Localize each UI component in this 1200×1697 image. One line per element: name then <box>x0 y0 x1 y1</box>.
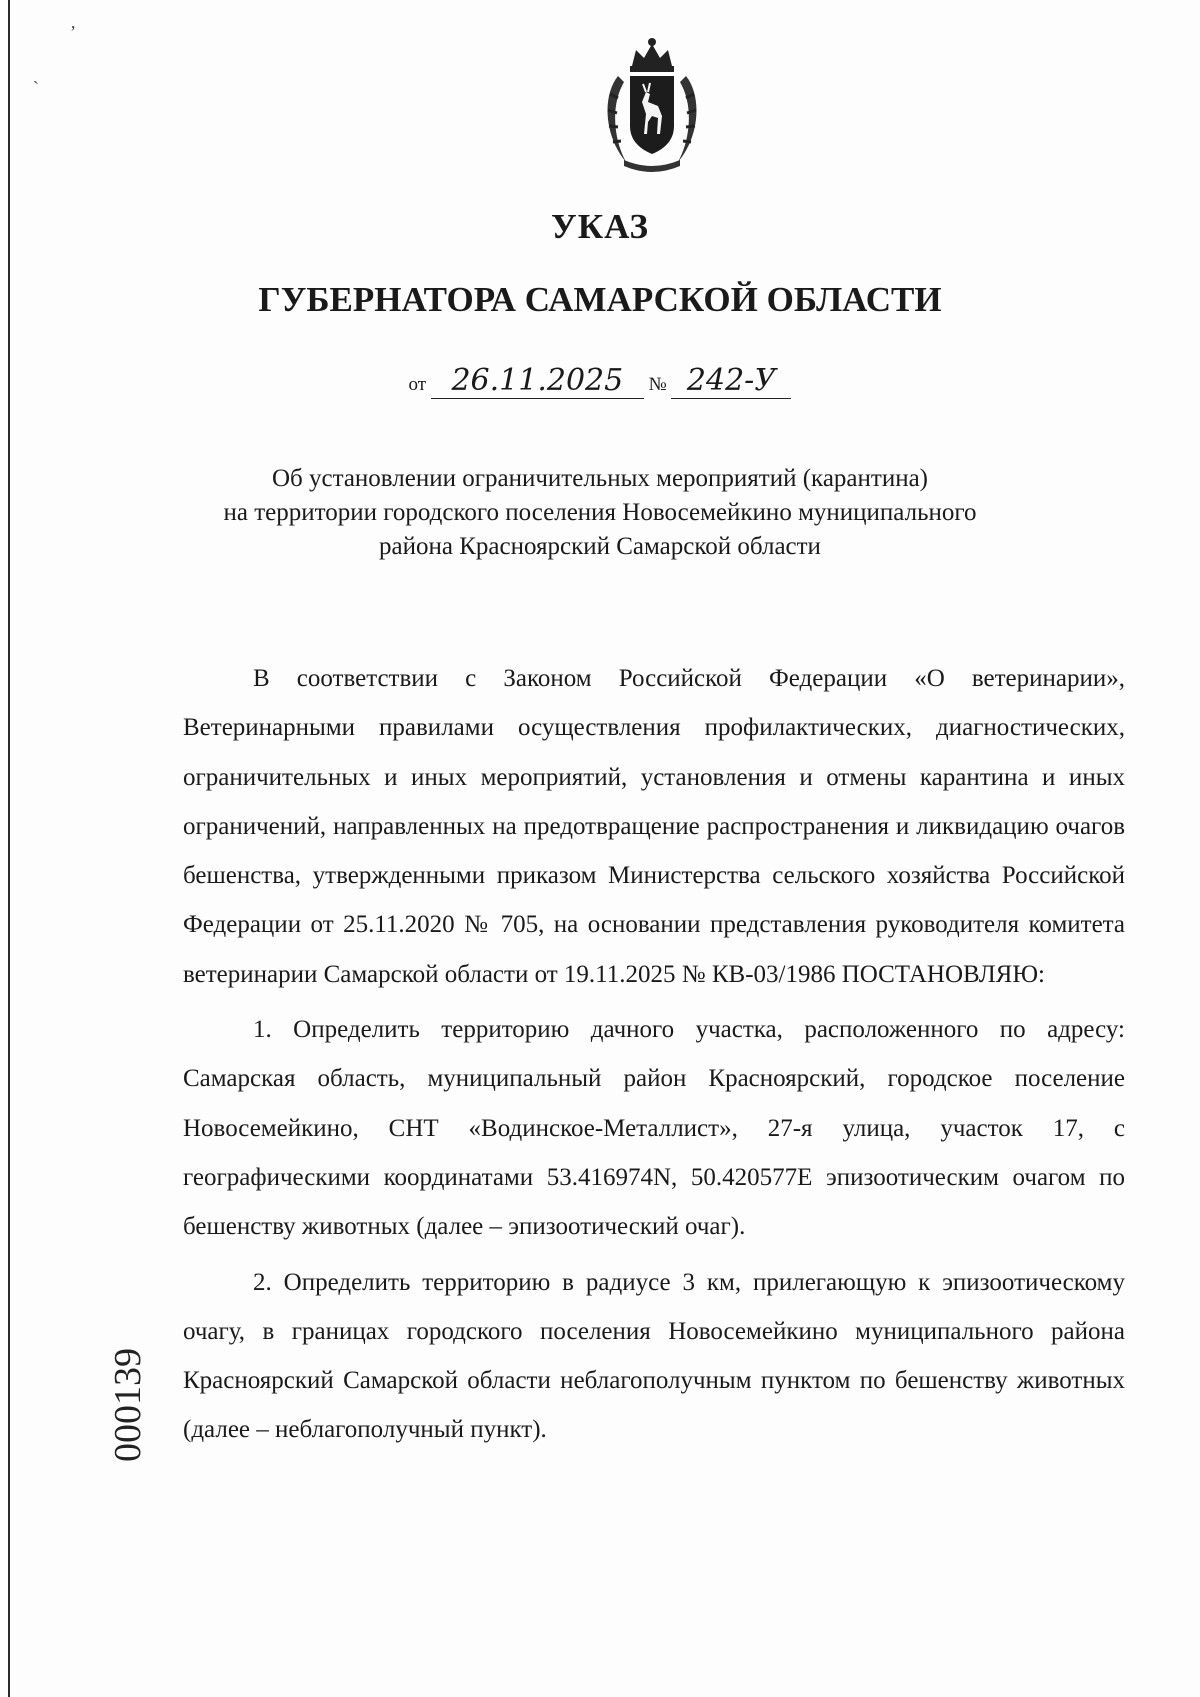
handwritten-date: 26.11.2025 <box>431 364 644 399</box>
form-serial-number: 000139 <box>107 1348 149 1462</box>
preamble-paragraph: В соответствии с Законом Российской Федерации «О ветеринарии», Ветеринарными правилами осуществления профилактических, диагностических, ограничительных и иных мероприятий, установления и отмены карантина и иных ограничений, направленных на предотвращение распространения и ликвидацию очагов бешенства, утвержденными приказом Министерства сельского хозяйства Российской Федерации от 25.11.2020 № 705, на основании представления руководителя комитета ветеринарии Самарской области от 19.11.2025 № КВ-03/1986 ПОСТАНОВЛЯЮ: <box>183 665 1125 988</box>
document-subtitle: ГУБЕРНАТОРА САМАРСКОЙ ОБЛАСТИ <box>258 280 942 319</box>
number-prefix: № <box>648 374 667 395</box>
subject-line: на территории городского поселения Новосемейкино муниципального <box>223 499 977 526</box>
coat-of-arms-emblem <box>596 36 708 176</box>
decree-body <box>183 654 1125 1455</box>
scan-speck: ˏ <box>33 64 39 84</box>
handwritten-number: 242-У <box>671 364 791 399</box>
scan-speck: ʼ <box>70 22 76 42</box>
left-margin-rule <box>8 0 10 1697</box>
date-number-line <box>0 364 1200 399</box>
subject-line: района Красноярский Самарской области <box>379 533 821 560</box>
document-title: УКАЗ <box>551 207 649 246</box>
decree-subject <box>150 462 1050 564</box>
subject-line: Об установлении ограничительных мероприятий (карантина) <box>271 465 929 492</box>
date-prefix: от <box>408 374 427 395</box>
clause-2-paragraph: 2. Определить территорию в радиусе 3 км, прилегающую к эпизоотическому очагу, в границах городского поселения Новосемейкино муниципального района Красноярский Самарской области неблагополучным пунктом по бешенству животных (далее – неблагополучный пункт). <box>183 1268 1125 1444</box>
clause-1-paragraph: 1. Определить территорию дачного участка, расположенного по адресу: Самарская область, муниципальный район Красноярский, городское поселение Новосемейкино, СНТ «Водинское-Металлист», 27-я улица, участок 17, с географическими координатами 53.416974N, 50.420577E эпизоотическим очагом по бешенству животных (далее – эпизоотический очаг). <box>183 1016 1125 1241</box>
